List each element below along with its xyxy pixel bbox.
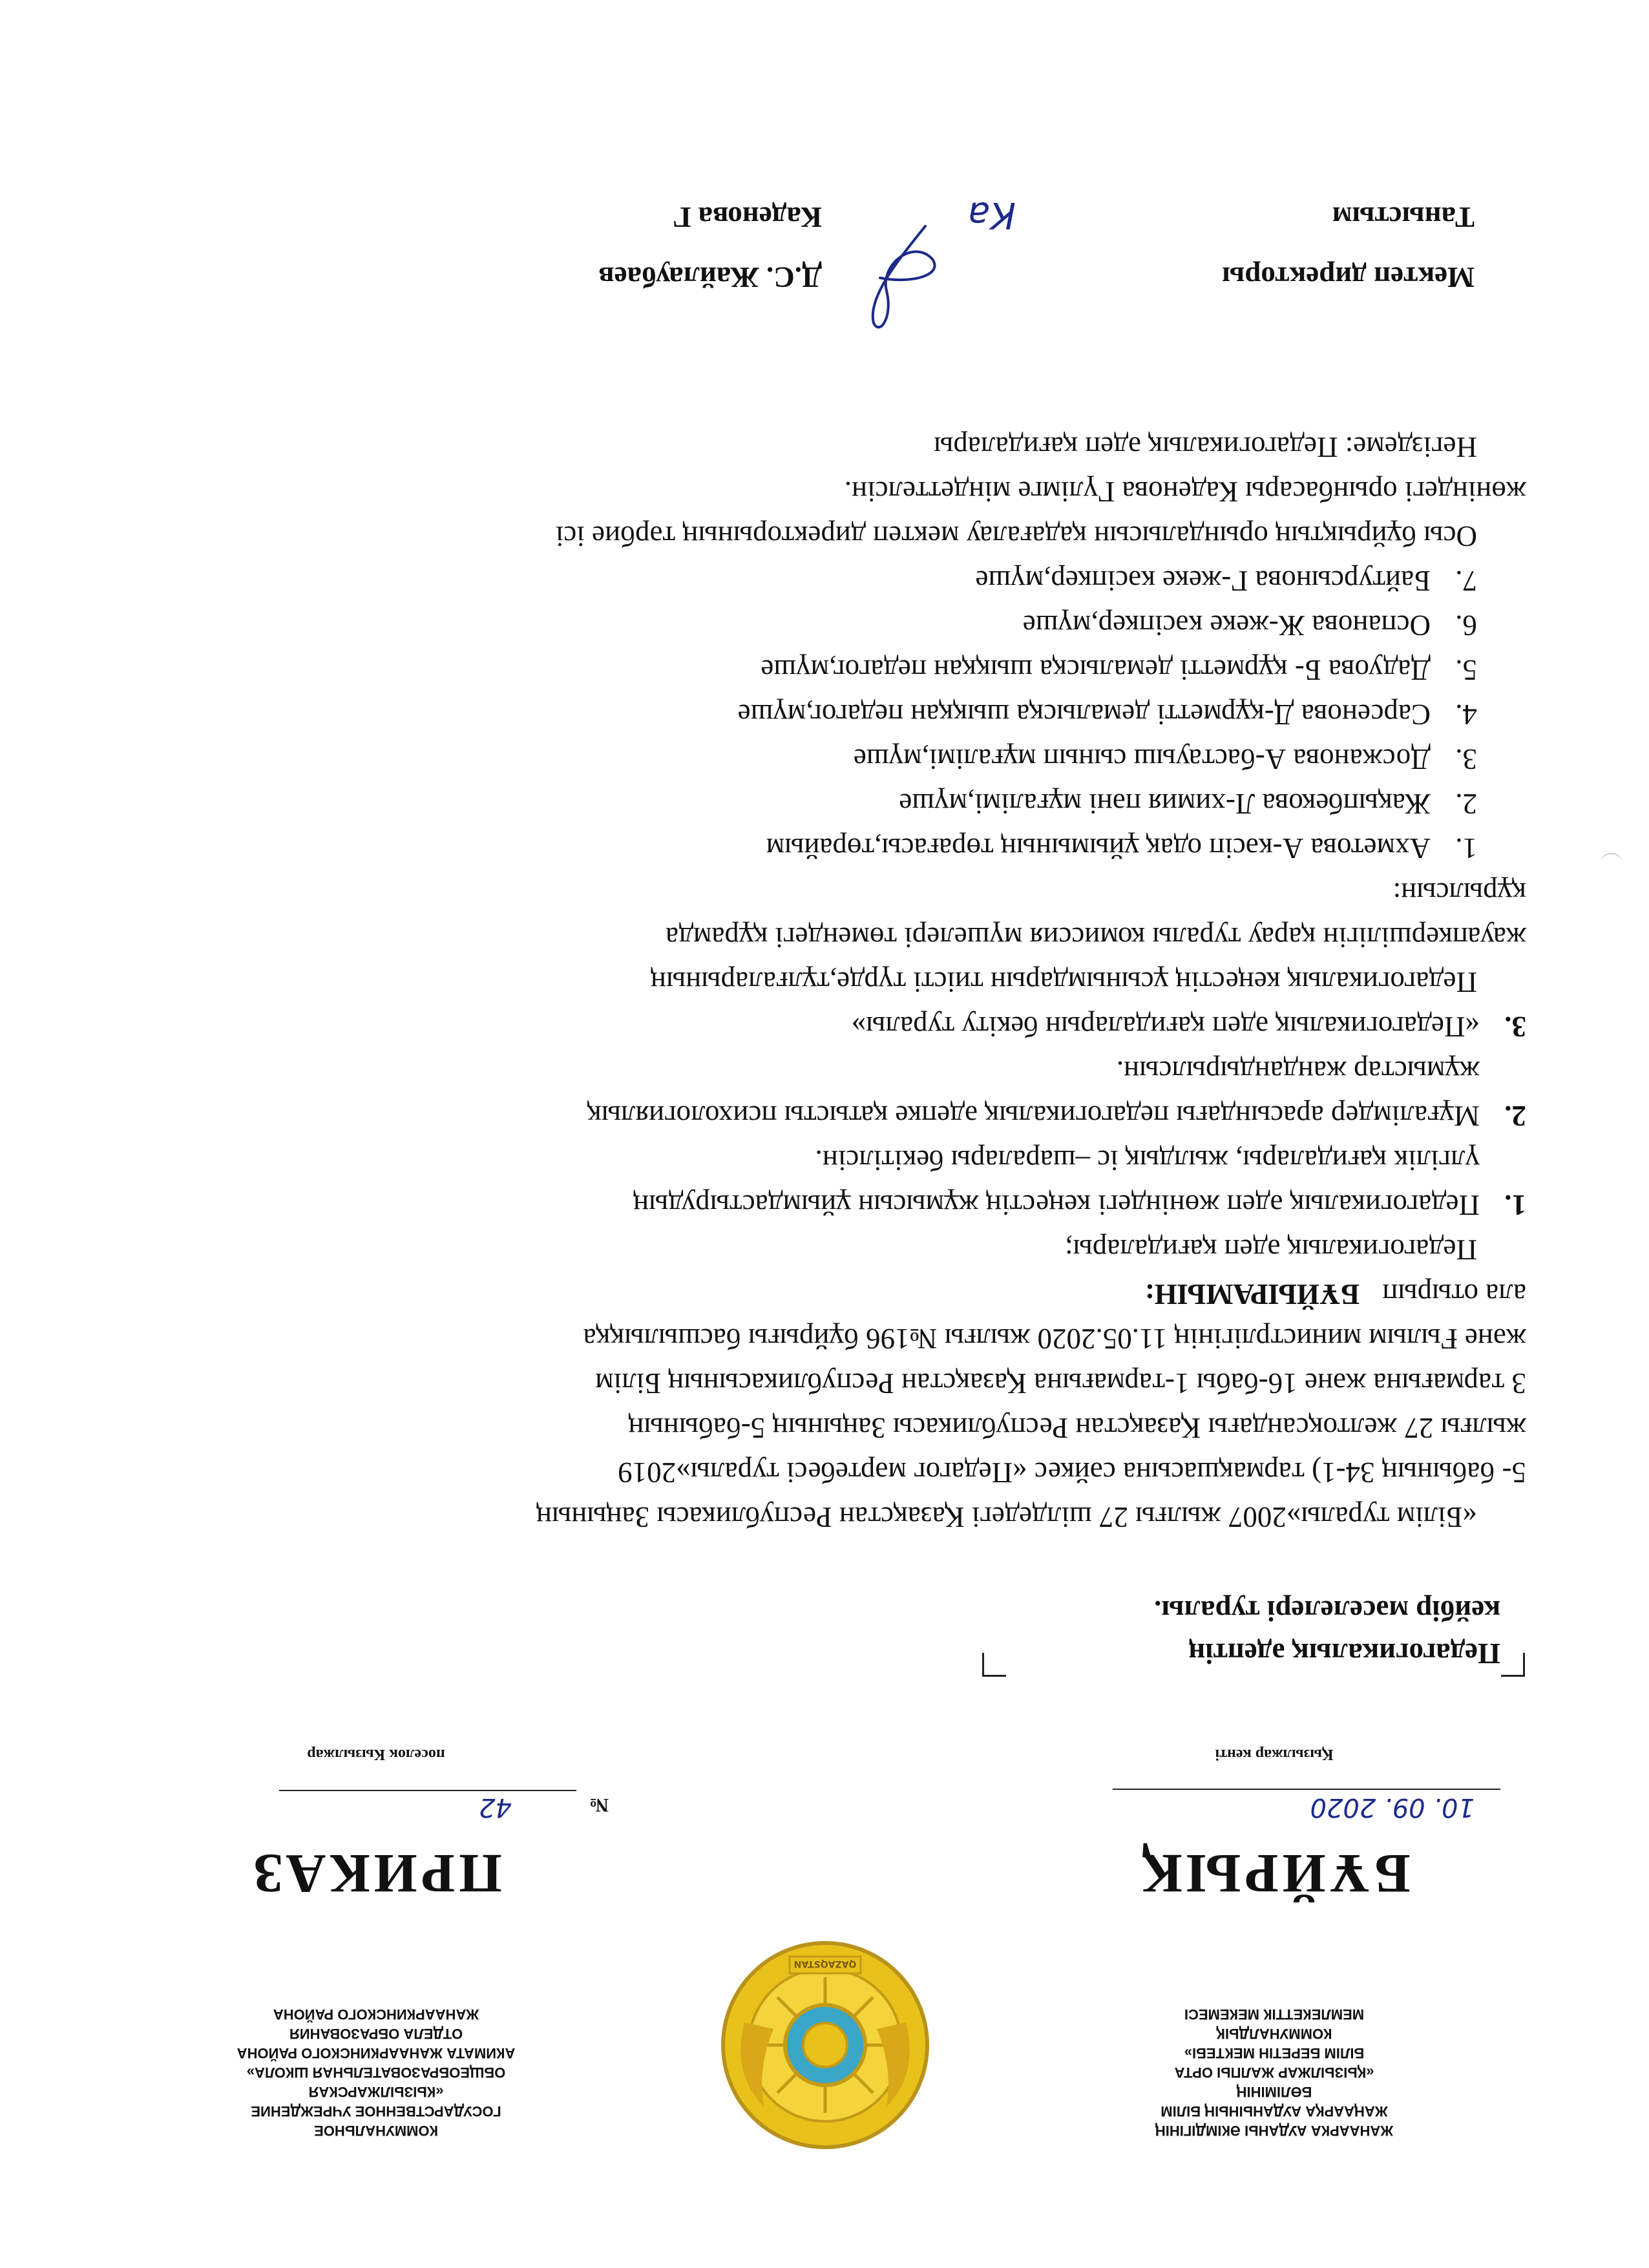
list-item [85,603,1477,647]
item-line: Педагогикалық әдеп жөніндегі кеңестің жұмысын ұйымдастырудың [633,1189,1480,1221]
kz-title: БҰЙРЫҚ [1138,1843,1411,1905]
kz-org-line: БІЛІМ БЕРЕТІН МЕКТЕБІ» [1184,2045,1365,2061]
kz-org-line: БӨЛІМІНІҢ [1236,2084,1312,2100]
member-number: 6. [1455,609,1477,642]
subject [1154,1590,1500,1675]
ru-org-header [111,2004,641,2140]
signature-name: Д.С. Жайлаубаев [598,261,822,293]
member-text: Сарсенова Д-құрметті демалысқа шыққан педагог,мүше [737,698,1431,731]
ru-org-line: АКИМАТА ЖАНААРКИНСКОГО РАЙОНА [236,2045,516,2061]
preamble-line: «Білім туралы»2007 жылғы 27 шілдедегі Қазақстан Республикасы Заңының [536,1501,1477,1533]
item-line: «Педагогикалық әдеп қағидаларын бекіту туралы» [851,1011,1480,1043]
member-number: 3. [1455,743,1477,775]
kz-org-line: ЖАНААРКА АУДАНЫ ӘКІМДІГІНІҢ [1155,2123,1394,2139]
kz-place: Қызылжар кенті [1215,1746,1334,1763]
subject-bracket-left [1501,1653,1525,1677]
preamble-end: ала отырып [1382,1278,1526,1310]
emblem-icon [719,1938,932,2152]
acquainted-label: Таныстым [1332,201,1475,233]
preamble-line: және Ғылым министрлігінің 11.05.2020 жылғы №196 бұйрығы басшылыққа [583,1323,1526,1355]
preamble-line: жылғы 27 желтоқсандағы Қазақстан Республикасы Заңының 5-бабының [628,1412,1526,1444]
signature-role: Мектеп директоры [1222,261,1475,293]
member-number: 2. [1455,788,1477,820]
acquainted-name: Каденова Г [672,201,822,233]
ru-org-line: ЖАНААРКИНСКОГО РАЙОНА [273,2006,479,2022]
code-line: Педагогикалық әдеп қағидалары; [1065,1234,1477,1266]
item-line: жұмыстар жандандырылсын. [1116,1055,1480,1087]
margin-mark [1600,853,1623,866]
item-number: 1. [1504,1189,1526,1221]
list-item [85,737,1477,781]
order-item [85,1138,1526,1227]
item-line: Мұғалімдер арасындағы педагогикалық әдепке қатысты психологиялық [587,1100,1480,1132]
ru-title: ПРИКАЗ [249,1843,503,1905]
ru-org-line: КОММУНАЛЬНОЕ [314,2123,438,2139]
emblem-text: QAZAQSTAN [793,1958,857,1969]
number-label: № [589,1794,609,1816]
preamble-line: 3 тармағына және 16-бабы 1-тармағына Қазақстан Республикасының Білім [595,1367,1526,1400]
item-number: 2. [1504,1100,1526,1132]
control-line: Осы бұйрықтың орындалысын қадағалау мектеп директорының тәрбие ісі [555,520,1477,552]
council-line: құрылсын: [1392,877,1526,909]
kz-org-line: ЖАҢААРҚА АУДАНЫНЫҢ БІЛІМ [1161,2103,1388,2119]
kz-org-header [1009,2004,1539,2140]
member-text: Жақыпбекова Л-химия пәні мұғалімі,мүше [899,788,1431,820]
member-number: 5. [1455,654,1477,686]
acquainted-initials: Ка [967,194,1016,236]
member-number: 7. [1455,565,1477,597]
date-handwritten: 10. 09. 2020 [1310,1792,1475,1822]
ru-org-line: ОТДЕЛА ОБРАЗОВАНИЯ [289,2026,463,2042]
list-item [85,826,1477,870]
ru-org-line: ОБЩЕОБРАЗОВАТЕЛЬНАЯ ШКОЛА» [246,2064,506,2081]
kz-org-line: «ҚЫЗЫЛЖАР ЖАЛПЫ ОРТА [1174,2064,1374,2081]
member-number: 1. [1455,832,1477,865]
item-number: 3. [1504,1011,1526,1043]
item-line: үлгілік қағидалары, жылдық іс –шаралары бекітілсін. [815,1144,1480,1177]
kz-org-line: КОММУНАЛДЫҚ [1216,2026,1332,2042]
subject-line: Педагогикалық әдептің [1188,1637,1500,1670]
kz-org-line: МЕМЛЕКЕТТІК МЕКЕМЕСІ [1184,2006,1365,2022]
member-text: Дадуова Б- құрметті демалысқа шыққан педагог,мүше [761,654,1431,686]
member-text: Досжанова А-бастауыш сынып мұғалімі,мүше [853,743,1431,775]
list-item [85,558,1477,603]
number-line [279,1790,576,1791]
subject-line: кейбір мәселелері туралы. [1154,1595,1500,1627]
control-line: жөніндегі орынбасары Каденова Гүлімге міндеттелсін. [844,476,1526,508]
list-item [85,647,1477,692]
director-signature [841,207,951,336]
date-line [1113,1789,1500,1790]
ru-org-line: «КЫЗЫЛЖАРСКАЯ [308,2084,444,2100]
order-word: БҰЙЫРАМЫН: [1144,1278,1360,1310]
order-body [85,425,1526,1539]
order-item [85,1049,1526,1138]
members-list [85,558,1526,870]
list-item [85,692,1477,737]
member-text: Ахметова А-кәсіп одақ ұйымының төрағасы,төрайым [766,832,1431,865]
member-number: 4. [1455,698,1477,731]
member-text: Оспанова Ж-жеке кәсіпкер,мүше [1022,609,1431,642]
subject-bracket-right [982,1653,1006,1677]
order-item [85,1004,1526,1049]
ru-place: поселок Кызылжар [307,1746,445,1763]
number-handwritten: 42 [479,1792,512,1822]
member-text: Байтурсынова Г-жеке кәсіпкер,мүше [975,565,1431,597]
council-line: Педагогикалық кеңестің ұсынымдарын тиісті түрде,тұлғаларының [650,966,1477,998]
preamble-line: 5- бабының 34-1) тармақшасына сәйкес «Педагог мәртебесі туралы»2019 [618,1456,1526,1489]
ru-org-line: ГОСУДАРСТВЕННОЕ УЧРЕЖДЕНИЕ [251,2103,501,2119]
council-line: жауапкершілігін қарау туралы комиссия мүшелері төмендегі құрамда [666,921,1526,954]
list-item [85,781,1477,826]
state-emblem [719,1938,932,2152]
basis: Негіздеме: Педагогикалық әдеп қағидалары [934,431,1477,463]
preamble-end-line [85,1272,1526,1316]
